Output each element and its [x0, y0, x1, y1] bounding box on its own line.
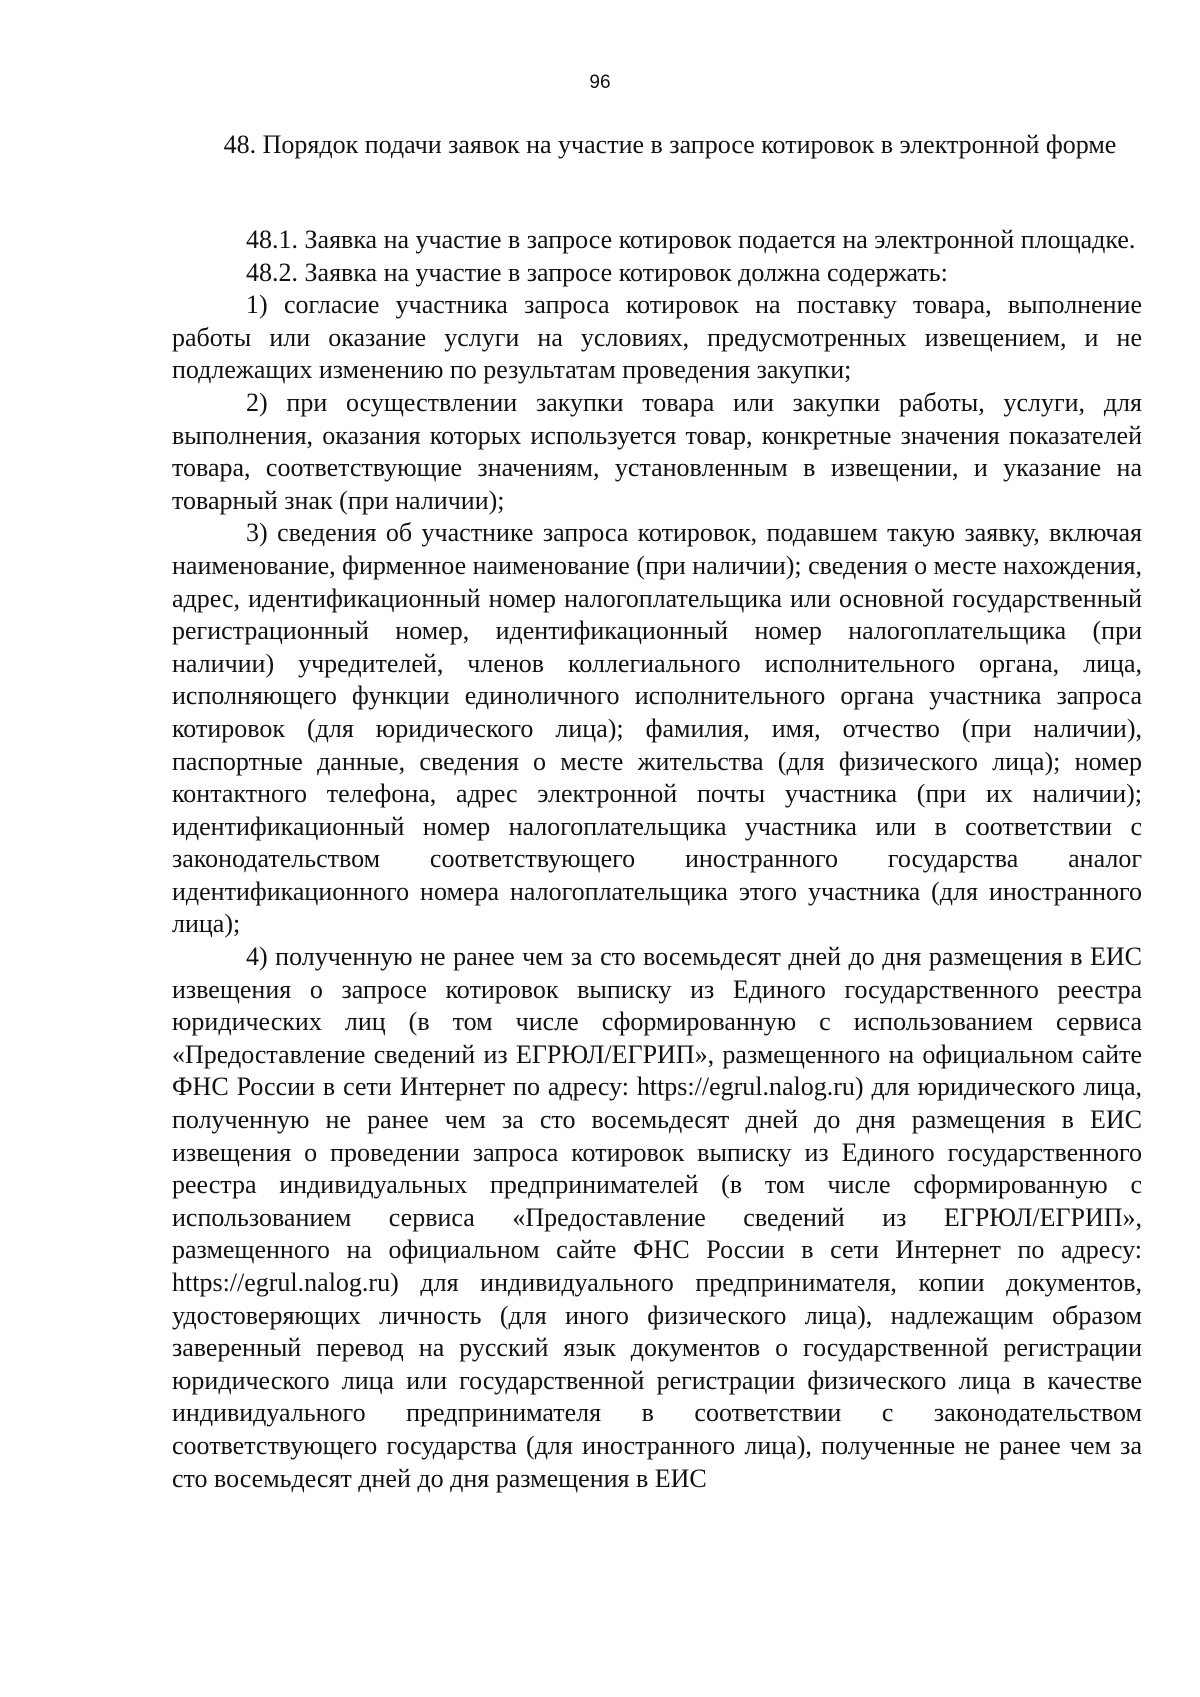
paragraph-48-2: 48.2. Заявка на участие в запросе котировок должна содержать:	[246, 257, 948, 287]
page-number: 96	[589, 72, 611, 93]
section-title: 48. Порядок подачи заявок на участие в запросе котировок в электронной форме	[223, 130, 1117, 159]
list-item-1: 1) согласие участника запроса котировок на поставку товара, выполнение работы или оказание услуги на условиях, предусмотренных извещением, и не подлежащих изменению по результатам проведения закупки;	[172, 290, 1142, 385]
list-item-4: 4) полученную не ранее чем за сто восемьдесят дней до дня размещения в ЕИС извещения о запросе котировок выписку из Единого государственного реестра юридических лиц (в том числе сформированную с использованием сервиса «Предоставление сведений из ЕГРЮЛ/ЕГРИП», размещенного на официальном сайте ФНС России в сети Интернет по адресу: https://egrul.nalog.ru) для юридического лица, полученную не ранее чем за сто восемьдесят дней до дня размещения в ЕИС извещения о проведении запроса котировок выписку из Единого государственного реестра индивидуальных предпринимателей (в том числе сформированную с использованием сервиса «Предоставление сведений из ЕГРЮЛ/ЕГРИП», размещенного на официальном сайте ФНС России в сети Интернет по адресу: https://egrul.nalog.ru) для индивидуального предпринимателя, копии документов, удостоверяющих личность (для иного физического лица), надлежащим образом заверенный перевод на русский язык документов о государственной регистрации юридического лица или государственной регистрации физического лица в качестве индивидуального предпринимателя в соответствии с законодательством соответствующего государства (для иностранного лица), полученные не ранее чем за сто восемьдесят дней до дня размещения в ЕИС	[172, 942, 1142, 1493]
list-item-3: 3) сведения об участнике запроса котировок, подавшем такую заявку, включая наименование, фирменное наименование (при наличии); сведения о месте нахождения, адрес, идентификационный номер налогоплательщика или основной государственный регистрационный номер, идентификационный номер налогоплательщика (при наличии) учредителей, членов коллегиального исполнительного органа, лица, исполняющего функции единоличного исполнительного органа участника запроса котировок (для юридического лица); фамилия, имя, отчество (при наличии), паспортные данные, сведения о месте жительства (для физического лица); номер контактного телефона, адрес электронной почты участника (при их наличии); идентификационный номер налогоплательщика участника или в соответствии с законодательством соответствующего иностранного государства аналог идентификационного номера налогоплательщика этого участника (для иностранного лица);	[172, 518, 1142, 939]
paragraph-48-1: 48.1. Заявка на участие в запросе котировок подается на электронной площадке.	[246, 225, 1136, 254]
list-item-2: 2) при осуществлении закупки товара или закупки работы, услуги, для выполнения, оказания которых используется товар, конкретные значения показателей товара, соответствующие значениям, установленным в извещении, и указание на товарный знак (при наличии);	[172, 387, 1142, 515]
document-body	[172, 224, 1142, 1495]
